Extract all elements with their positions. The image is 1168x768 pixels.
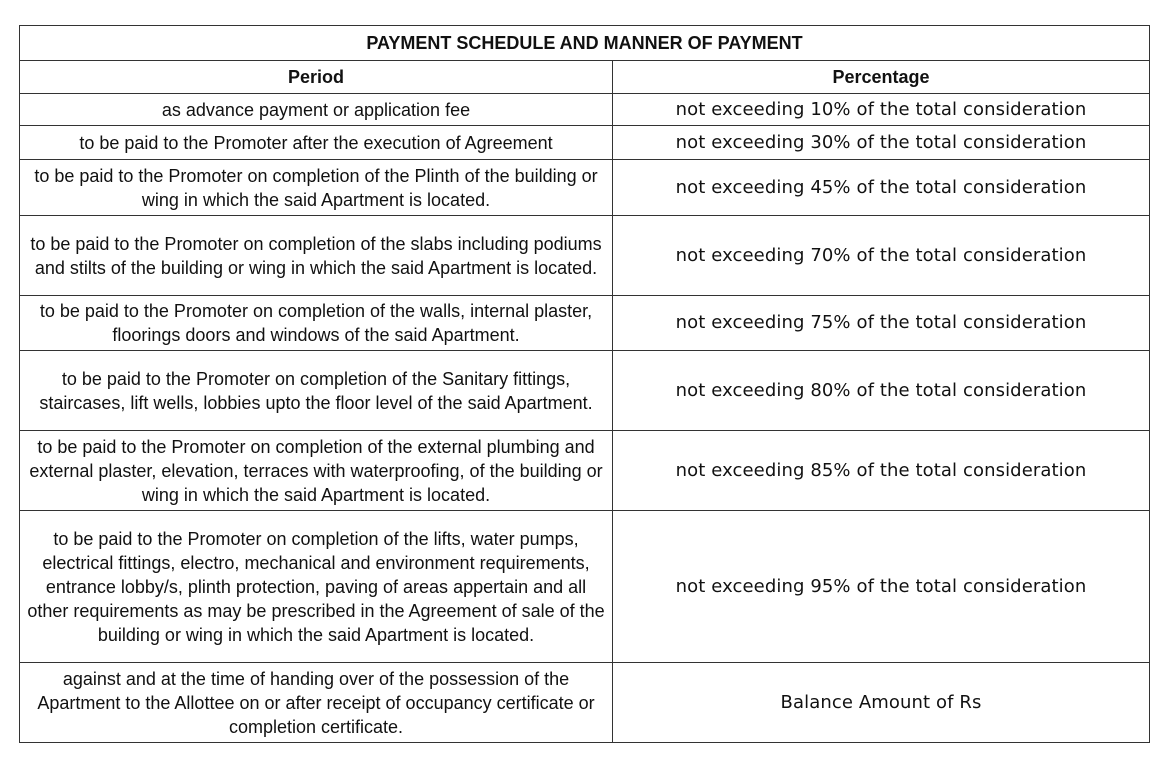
column-header-period: Period: [20, 61, 613, 94]
table-row: [20, 160, 1150, 216]
period-cell: to be paid to the Promoter after the execution of Agreement: [20, 126, 613, 160]
percentage-cell: not exceeding 45% of the total consideration: [613, 160, 1150, 216]
percentage-cell: not exceeding 70% of the total consideration: [613, 216, 1150, 296]
payment-schedule-table: [19, 25, 1150, 743]
table-row: [20, 431, 1150, 511]
column-header-percentage: Percentage: [613, 61, 1150, 94]
table-row: [20, 126, 1150, 160]
percentage-cell: not exceeding 80% of the total consideration: [613, 351, 1150, 431]
percentage-cell: not exceeding 95% of the total consideration: [613, 511, 1150, 663]
table-row: [20, 663, 1150, 743]
table-row: [20, 351, 1150, 431]
period-cell: to be paid to the Promoter on completion of the Plinth of the building or wing in which the said Apartment is located.: [20, 160, 613, 216]
table-row: [20, 296, 1150, 351]
table-header-row: [20, 61, 1150, 94]
period-cell: as advance payment or application fee: [20, 94, 613, 126]
percentage-cell: not exceeding 75% of the total consideration: [613, 296, 1150, 351]
period-cell: to be paid to the Promoter on completion of the slabs including podiums and stilts of the building or wing in which the said Apartment is located.: [20, 216, 613, 296]
table-row: [20, 511, 1150, 663]
table-row: [20, 94, 1150, 126]
period-cell: to be paid to the Promoter on completion of the Sanitary fittings, staircases, lift wells, lobbies upto the floor level of the said Apartment.: [20, 351, 613, 431]
percentage-cell: Balance Amount of Rs: [613, 663, 1150, 743]
period-cell: against and at the time of handing over of the possession of the Apartment to the Allottee on or after receipt of occupancy certificate or completion certificate.: [20, 663, 613, 743]
period-cell: to be paid to the Promoter on completion of the walls, internal plaster, floorings doors and windows of the said Apartment.: [20, 296, 613, 351]
period-cell: to be paid to the Promoter on completion of the lifts, water pumps, electrical fittings, electro, mechanical and environment requirements, entrance lobby/s, plinth protection, paving of areas appertain and all other requirements as may be prescribed in the Agreement of sale of the building or wing in which the said Apartment is located.: [20, 511, 613, 663]
table-title-row: [20, 26, 1150, 61]
percentage-cell: not exceeding 85% of the total consideration: [613, 431, 1150, 511]
table-title: PAYMENT SCHEDULE AND MANNER OF PAYMENT: [20, 26, 1150, 61]
table-row: [20, 216, 1150, 296]
period-cell: to be paid to the Promoter on completion of the external plumbing and external plaster, elevation, terraces with waterproofing, of the building or wing in which the said Apartment is located.: [20, 431, 613, 511]
percentage-cell: not exceeding 30% of the total consideration: [613, 126, 1150, 160]
percentage-cell: not exceeding 10% of the total consideration: [613, 94, 1150, 126]
